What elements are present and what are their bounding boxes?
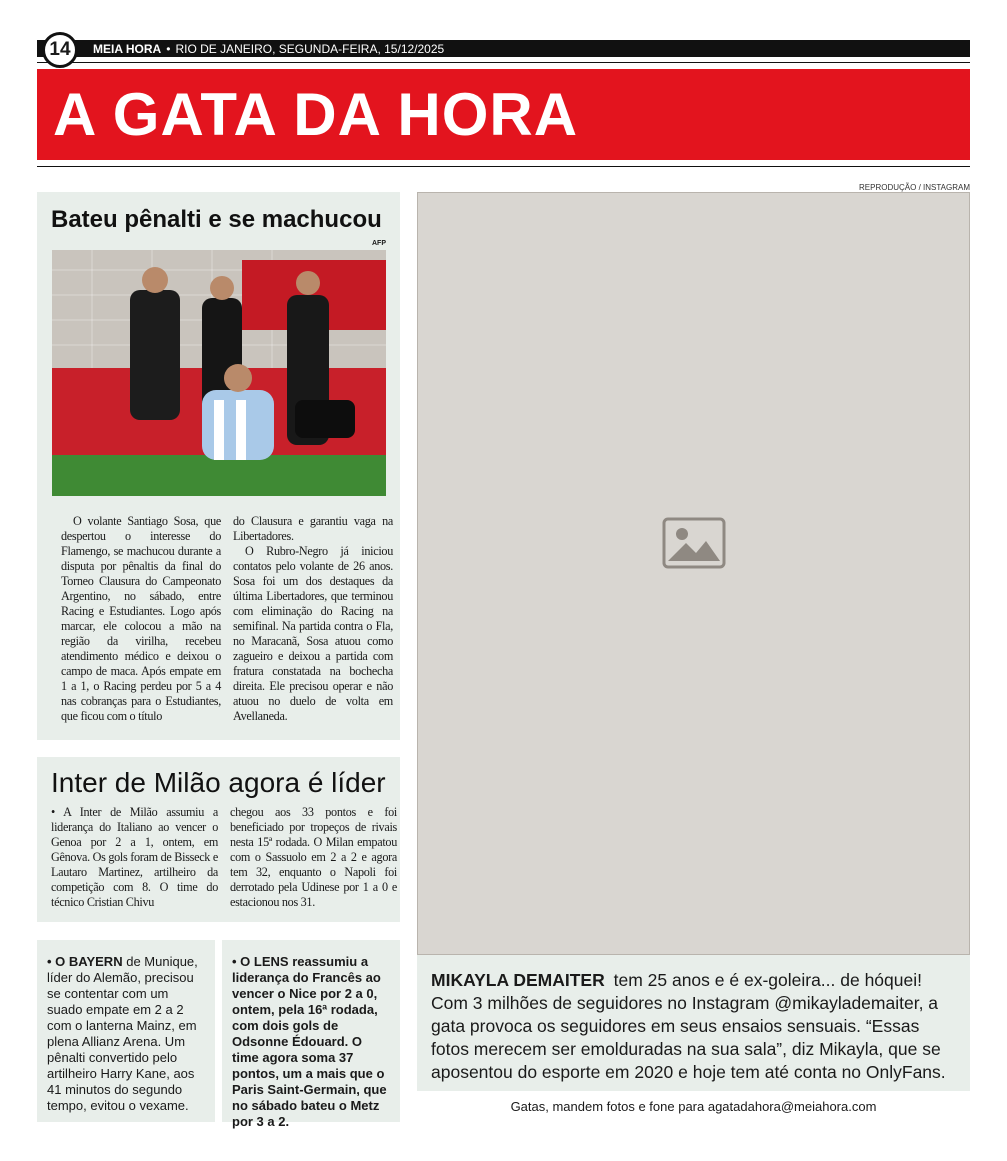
brand-name: MEIA HORA xyxy=(93,41,162,56)
match-illustration xyxy=(52,250,386,496)
story-column-1 xyxy=(51,805,218,910)
caption-name: MIKAYLA DEMAITER xyxy=(431,970,605,990)
story-inter xyxy=(37,757,400,922)
story-sosa xyxy=(37,192,400,740)
image-icon xyxy=(662,517,726,569)
story-column-1 xyxy=(61,514,221,724)
brief-text xyxy=(232,954,392,1130)
story-paragraph: • A Inter de Milão assumiu a liderança do Italiano ao vencer o Genoa por 2 a 1, ontem, em Gênova. Os gols foram de Bisseck e Lautaro Martinez, artilheiro da competição com 8. O time do técnico Cristian Chivu xyxy=(51,805,218,909)
masthead-bar xyxy=(37,40,970,57)
feature-photo-credit: REPRODUÇÃO / INSTAGRAM xyxy=(859,183,970,192)
caption-text: tem 25 anos e é ex-goleira... de hóquei! Com 3 milhões de seguidores no Instagram @mikaylademaiter, a gata provoca os seguidores em seus ensaios sensuais. “Essas fotos merecem ser emolduradas na sua sala”, diz Mikayla, que se aposentou do esporte em 2020 e hoje tem até conta no OnlyFans. xyxy=(431,970,946,1082)
story-paragraph: O Rubro-Negro já iniciou contatos pelo volante de 26 anos. Sosa foi um dos destaques da última Libertadores, que terminou com eliminação do Racing na semifinal. Na partida contra o Fla, no Maracanã, Sosa atuou como zagueiro e deixou a partida com fratura constatada na bochecha direita. Ele precisou operar e não atuou no duelo de volta em Avellaneda. xyxy=(233,544,393,723)
story-body xyxy=(51,805,397,910)
story-headline: Bateu pênalti e se machucou xyxy=(51,206,382,233)
brief-body: reassumiu a liderança do Francês ao vencer o Nice por 2 a 0, ontem, pela 16ª rodada, com dois gols de Odsonne Édouard. O time agora soma 37 pontos, um a mais que o Paris Saint-Germain, que no sábado bateu o Metz por 3 a 2. xyxy=(232,954,387,1129)
section-title: A GATA DA HORA xyxy=(53,81,579,148)
page-number: 14 xyxy=(42,32,78,68)
brief-lead: • O LENS xyxy=(232,954,289,969)
brief-text xyxy=(47,954,207,1114)
submission-footer: Gatas, mandem fotos e fone para agatadahora@meiahora.com xyxy=(510,1099,877,1114)
match-photo xyxy=(52,250,386,496)
story-headline: Inter de Milão agora é líder xyxy=(51,767,386,798)
story-column-2 xyxy=(230,805,397,910)
photo-credit: AFP xyxy=(372,240,386,247)
separator-dot: • xyxy=(166,41,171,56)
story-column-2 xyxy=(233,514,393,724)
banner-bottom-rule xyxy=(37,166,970,167)
story-body xyxy=(61,514,393,724)
top-rule xyxy=(37,62,970,63)
brief-lens xyxy=(222,940,400,1129)
story-paragraph: O volante Santiago Sosa, que despertou o interesse do Flamengo, se machucou durante a disputa por pênaltis da final do Torneo Clausura do Campeonato Argentino, no sábado, entre Racing e Estudiantes. Logo após marcar, ele colocou a mão na região da virilha, recebeu atendimento médico e deixou o campo de maca. Após empate em 1 a 1, o Racing perdeu por 5 a 4 nas cobranças para o Estudiantes, que ficou com o título xyxy=(61,514,221,723)
brief-lead: • O BAYERN xyxy=(47,954,123,969)
story-paragraph: chegou aos 33 pontos e foi beneficiado por tropeços de rivais nesta 15ª rodada. O Milan empatou com o Sassuolo em 2 a 2 e agora tem 32, enquanto o Napoli foi derrotado pela Udinese por 1 a 0 e estacionou nos 31. xyxy=(230,805,397,909)
feature-photo-placeholder xyxy=(417,192,970,955)
story-paragraph: do Clausura e garantiu vaga na Libertadores. xyxy=(233,514,393,543)
feature-caption xyxy=(431,969,957,1084)
section-banner xyxy=(37,69,970,160)
brief-bayern xyxy=(37,940,215,1122)
dateline: RIO DE JANEIRO, SEGUNDA-FEIRA, 15/12/2025 xyxy=(175,41,445,56)
brief-body: de Munique, líder do Alemão, precisou se contentar com um suado empate em 2 a 2 com o lanterna Mainz, em plena Allianz Arena. Um pênalti convertido pelo artilheiro Harry Kane, aos 41 minutos do segundo tempo, evitou o vexame. xyxy=(47,954,198,1113)
feature-caption-box xyxy=(417,955,970,1091)
